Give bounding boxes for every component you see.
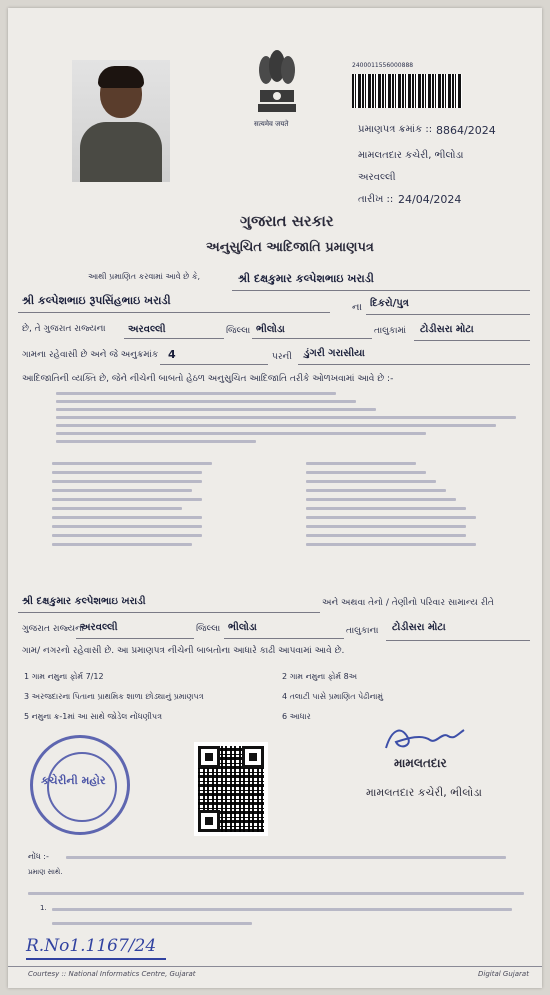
verification-qr-code[interactable] — [194, 742, 268, 836]
handwritten-reference: R.No1.1167/24 — [26, 936, 157, 956]
date-label: તારીખ :: — [358, 194, 394, 205]
note-line-2 — [28, 892, 524, 895]
national-emblem-icon — [254, 48, 300, 128]
issuer-line: મામલતદાર કચેરી, ભીલોડા — [358, 150, 464, 161]
note-line-3 — [52, 908, 512, 911]
barcode — [352, 74, 462, 108]
taluka-label: તાલુકામાં — [374, 326, 407, 336]
serial-value: 4 — [168, 348, 176, 361]
district-label: જિલ્લા — [226, 326, 251, 336]
lower-state-label: ગુજરાત રાજ્યના — [22, 624, 85, 634]
footer-divider — [8, 966, 542, 967]
taluka-value: ભીલોડા — [256, 324, 285, 335]
issue-date: 24/04/2024 — [398, 193, 462, 206]
document-item: 6 આધાર — [282, 712, 311, 721]
signatory-office: મામલતદાર કચેરી, ભીલોડા — [366, 786, 483, 799]
office-seal — [30, 735, 130, 835]
legal-orders-paragraph — [56, 392, 526, 443]
lower-district: અરવલ્લી — [80, 622, 118, 633]
note-item-number: 1. — [40, 904, 47, 912]
handwritten-underline — [26, 958, 166, 960]
basis-sentence: ગામ/ નગરનો રહેવાસી છે. આ પ્રમાણપત્ર નીચેની બાબતોના આધારે કાઢી આપવામાં આવે છે. — [22, 646, 345, 656]
footer-digital: Digital Gujarat — [478, 970, 529, 978]
holder-name-repeat: શ્રી દક્ષકુમાર કલ્પેશભાઇ ખરાડી — [22, 596, 146, 607]
resident-label: ગામના રહેવાસી છે અને જે અનુક્રમાંક — [22, 350, 159, 360]
na-label: ના — [352, 302, 362, 313]
footer-courtesy: Courtesy :: National Informatics Centre, Gujarat — [28, 970, 196, 978]
holder-name: શ્રી દક્ષકુમાર કલ્પેશભાઇ ખરાડી — [238, 272, 374, 285]
state-label: છે, તે ગુજરાત રાજ્યના — [22, 324, 106, 334]
certificate-no: 8864/2024 — [436, 124, 496, 137]
relation: દિકરો/પુત્ર — [370, 298, 409, 309]
signatory-title: મામલતદાર — [394, 756, 447, 770]
note-extra: પ્રમાણ સાથે. — [28, 868, 63, 876]
district-line: અરવલ્લી — [358, 172, 396, 183]
lower-village: ટોડીસરા મોટા — [392, 622, 446, 633]
government-title: ગુજરાત સરકાર — [240, 212, 334, 230]
tribe-value: ડુંગરી ગરાસીયા — [304, 348, 365, 359]
certificate-no-label: પ્રમાણપત્ર ક્રમાંક :: — [358, 124, 433, 135]
applicant-photo — [72, 60, 170, 182]
document-item: 4 તલાટી પાસે પ્રમાણિત પેઢીનામું — [282, 692, 384, 701]
district-value: અરવલ્લી — [128, 324, 166, 335]
seal-text: કચેરીની મહોર — [41, 774, 106, 787]
document-item: 3 અરજદારના પિતાના પ્રાથમિક શાળા છોડ્યાનું પ્રમાણપત્ર — [24, 692, 204, 701]
certify-prefix: આથી પ્રમાણિત કરવામાં આવે છે કે, — [88, 272, 201, 281]
note-line — [66, 856, 506, 859]
document-item: 1 ગામ નમુના ફોર્મ 7/12 — [24, 672, 104, 681]
tribe-sentence: આદિજાતિની વ્યક્તિ છે, જેને નીચેની બાબતો હેઠળ અનુસુચિત આદિજાતિ તરીકે ઓળખવામાં આવે છે :- — [22, 374, 394, 384]
lower-taluka: ભીલોડા — [228, 622, 257, 633]
barcode-number: 2400011556000888 — [352, 62, 414, 69]
note-line-4 — [52, 922, 252, 925]
document-item: 5 નમુના ક્ર-1માં આ સાથે જોડેલ નોંધણીપત્ર — [24, 712, 163, 721]
village-value: ટોડીસરા મોટા — [420, 324, 474, 335]
orders-list-right — [306, 462, 526, 546]
document-item: 2 ગામ નમુના ફોર્મ 8અ — [282, 672, 358, 681]
note-label: નોંધ :- — [28, 852, 49, 861]
lower-district-label: જિલ્લા — [196, 624, 221, 634]
orders-list-left — [52, 462, 242, 546]
lower-taluka-label: તાલુકાના — [346, 626, 379, 636]
father-name: શ્રી કલ્પેશભાઇ રૂપસિંહભાઇ ખરાડી — [22, 294, 171, 307]
para-label: પરની — [272, 352, 292, 362]
certificate-title: અનુસુચિત આદિજાતિ પ્રમાણપત્ર — [206, 240, 374, 255]
emblem-caption: सत्यमेव जयते — [254, 120, 289, 128]
officer-signature — [378, 720, 468, 756]
family-suffix: અને અથવા તેનો / તેણીનો પરિવાર સામાન્ય રીતે — [322, 598, 494, 608]
